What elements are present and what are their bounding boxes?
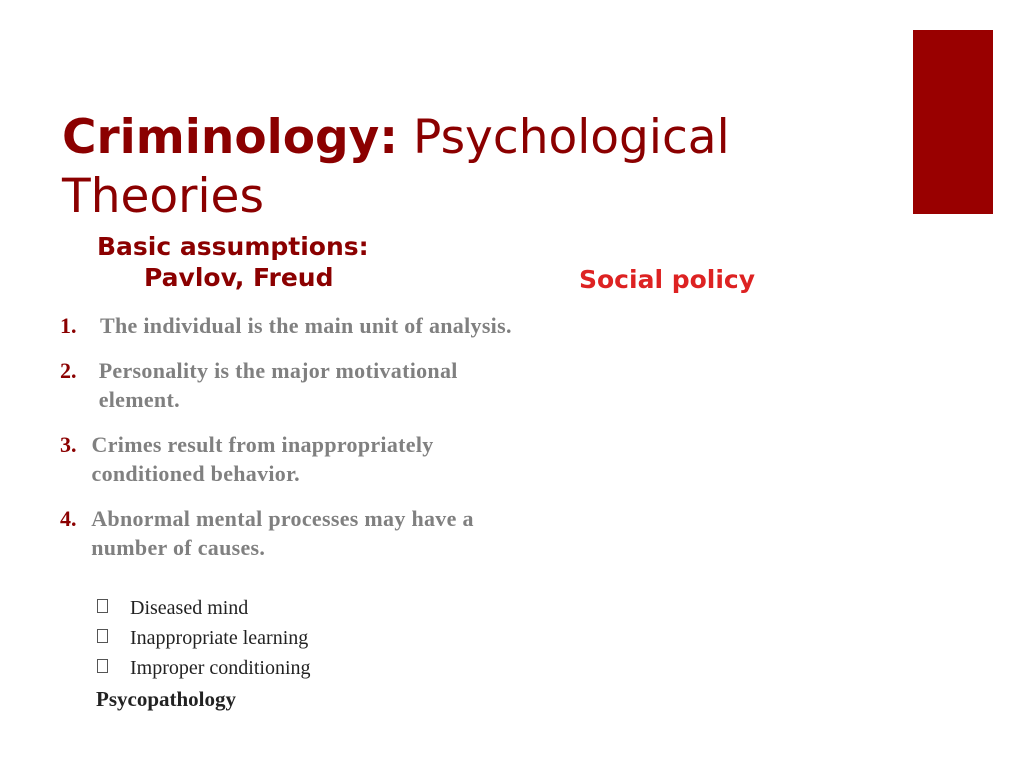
subtitle bbox=[97, 231, 369, 293]
item-number: 4. bbox=[60, 506, 77, 531]
subtitle-line2: Pavlov, Freud bbox=[144, 263, 334, 292]
item-text: The individual is the main unit of analysis. bbox=[100, 313, 512, 338]
list-item bbox=[60, 356, 530, 414]
causes-sublist bbox=[97, 593, 311, 683]
psychopathology-term: Psycopathology bbox=[96, 687, 237, 711]
item-text: Crimes result from inappropriately conditioned behavior. bbox=[91, 432, 434, 486]
item-text: Personality is the major motivational element. bbox=[98, 358, 458, 412]
item-number: 1. bbox=[60, 313, 77, 338]
subtitle-line1: Basic assumptions: bbox=[97, 232, 369, 261]
item-text: Abnormal mental processes may have a number of causes. bbox=[91, 506, 474, 560]
sublist-item bbox=[97, 593, 311, 623]
sublist-text: Diseased mind bbox=[130, 596, 249, 619]
sublist-item bbox=[97, 623, 311, 653]
box-bullet-icon bbox=[97, 599, 108, 613]
item-number: 3. bbox=[60, 432, 77, 457]
list-item bbox=[60, 430, 530, 488]
box-bullet-icon bbox=[97, 629, 108, 643]
title-bold: Criminology: bbox=[62, 110, 399, 165]
sublist-item bbox=[97, 653, 311, 683]
item-number: 2. bbox=[60, 358, 77, 383]
title-line2: Theories bbox=[62, 169, 264, 224]
sublist-text: Improper conditioning bbox=[130, 656, 311, 679]
slide-title bbox=[62, 108, 862, 226]
box-bullet-icon bbox=[97, 659, 108, 673]
social-policy-heading: Social policy bbox=[579, 265, 756, 294]
title-rest: Psychological bbox=[413, 110, 730, 165]
assumptions-list bbox=[60, 311, 530, 578]
accent-rectangle bbox=[913, 30, 993, 214]
sublist-text: Inappropriate learning bbox=[130, 626, 309, 649]
list-item bbox=[60, 504, 530, 562]
list-item bbox=[60, 311, 530, 340]
